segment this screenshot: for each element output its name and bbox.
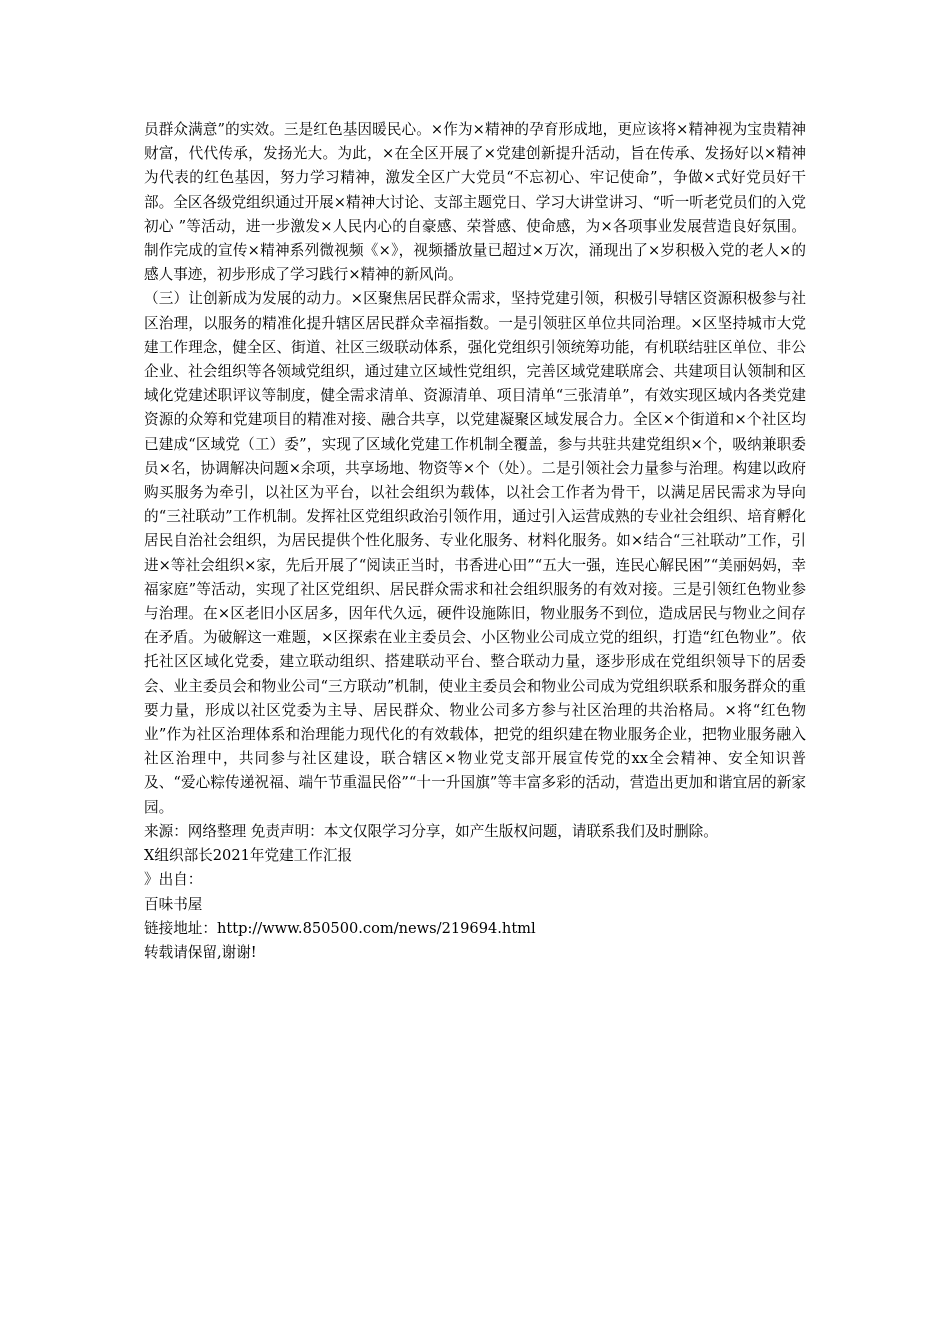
reprint-note: 转载请保留,谢谢! (144, 943, 257, 961)
from-label: 》出自： (144, 871, 203, 889)
report-title: X组织部长2021年党建工作汇报 (144, 847, 353, 865)
body-paragraph-1: 员群众满意”的实效。三是红色基因暖民心。×作为×精神的孕育形成地，更应该将×精神视为宝贵精神财富，代代传承，发扬光大。为此，×在全区开展了×党建创新提升活动，旨在传承、发扬好以×精神为代表的红色基因，努力学习精神，激发全区广大党员“不忘初心、牢记使命”，争做×式好党员好干部。全区各级党组织通过开展×精神大讨论、支部主题党日、学习大讲堂讲习、“听一听老党员们的入党初心 ”等活动，进一步激发×人民内心的自豪感、荣誉感、使命感，为×各项事业发展营造良好氛围。制作完成的宣传×精神系列微视频《×》，视频播放量已超过×万次，涌现出了×岁积极入党的老人×的感人事迹，初步形成了学习践行×精神的新风尚。 (144, 121, 806, 284)
document-page (144, 118, 806, 965)
source-disclaimer: 来源：网络整理 免责声明：本文仅限学习分享，如产生版权问题，请联系我们及时删除。 (144, 822, 718, 840)
link-address: 链接地址：http://www.850500.com/news/219694.html (144, 919, 536, 937)
body-paragraph-2: （三）让创新成为发展的动力。×区聚焦居民群众需求，坚持党建引领，积极引导辖区资源积极参与社区治理，以服务的精准化提升辖区居民群众幸福指数。一是引领驻区单位共同治理。×区坚持城市大党建工作理念，健全区、街道、社区三级联动体系，强化党组织引领统筹功能，有机联结驻区单位、非公企业、社会组织等各领域党组织，通过建立区域性党组织，完善区域党建联席会、共建项目认领制和区域化党建述职评议等制度，健全需求清单、资源清单、项目清单“三张清单”，有效实现区域内各类党建资源的众筹和党建项目的精准对接、融合共享，以党建凝聚区域发展合力。全区×个街道和×个社区均已建成“区域党（工）委”，实现了区域化党建工作机制全覆盖，参与共驻共建党组织×个，吸纳兼职委员×名，协调解决问题×余项，共享场地、物资等×个（处）。二是引领社会力量参与治理。构建以政府购买服务为牵引，以社区为平台，以社会组织为载体，以社会工作者为骨干，以满足居民需求为导向的“三社联动”工作机制。发挥社区党组织政治引领作用，通过引入运营成熟的专业社会组织、培育孵化居民自治社会组织，为居民提供个性化服务、专业化服务、材料化服务。如×结合“三社联动”工作，引进×等社会组织×家，先后开展了“阅读正当时，书香进心田”“五大一强，连民心解民困”“美丽妈妈，幸福家庭”等活动，实现了社区党组织、居民群众需求和社会组织服务的有效对接。三是引领红色物业参与治理。在×区老旧小区居多，因年代久远，硬件设施陈旧，物业服务不到位，造成居民与物业之间存在矛盾。为破解这一难题，×区探索在业主委员会、小区物业公司成立党的组织，打造“红色物业”。依托社区区域化党委，建立联动组织、搭建联动平台、整合联动力量，逐步形成在党组织领导下的居委会、业主委员会和物业公司“三方联动”机制，使业主委员会和物业公司成为党组织联系和服务群众的重要力量，形成以社区党委为主导、居民群众、物业公司多方参与社区治理的共治格局。×将“红色物业”作为社区治理体系和治理能力现代化的有效载体，把党的组织建在物业服务企业，把物业服务融入社区治理中，共同参与社区建设，联合辖区×物业党支部开展宣传党的xx全会精神、安全知识普及、“爱心粽传递祝福、端午节重温民俗”“十一升国旗”等丰富多彩的活动，营造出更加和谐宜居的新家园。 (144, 290, 806, 816)
site-name: 百味书屋 (144, 895, 203, 913)
